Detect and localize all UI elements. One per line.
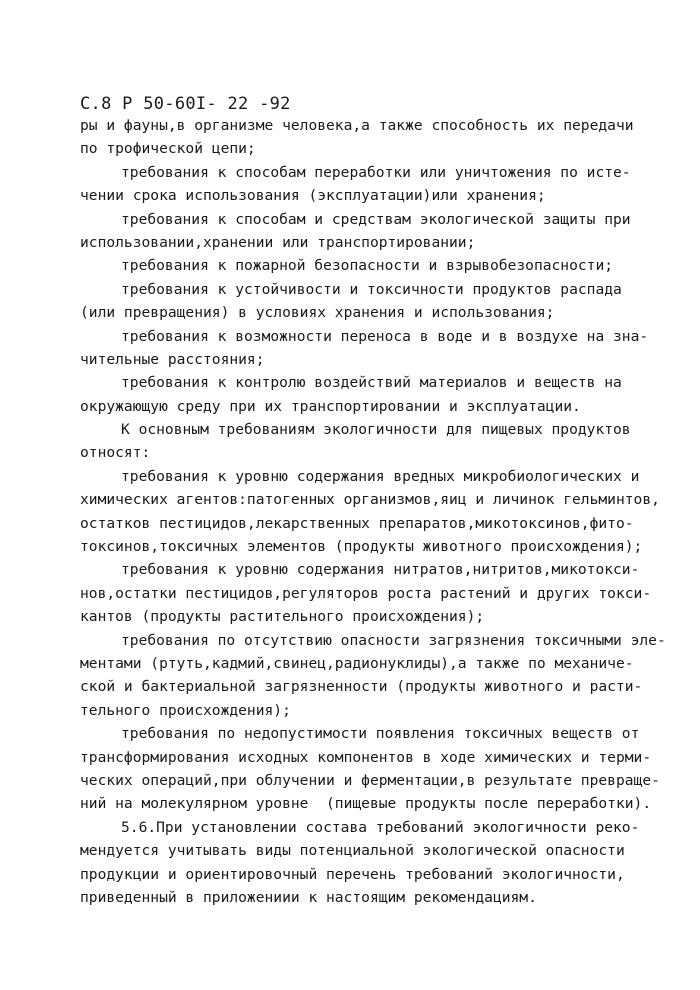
text-line: требования к контролю воздействий материалов и веществ на <box>121 374 622 392</box>
text-line: (или превращения) в условиях хранения и использования; <box>80 304 555 322</box>
text-line: ний на молекулярном уровне (пищевые продукты после переработки). <box>80 795 652 813</box>
text-line: требования к возможности переноса в воде и в воздухе на зна- <box>121 327 649 345</box>
text-line: остатков пестицидов,лекарственных препаратов,микотоксинов,фито- <box>80 514 634 532</box>
text-line: ментами (ртуть,кадмий,свинец,радионуклиды),а также по механиче- <box>80 654 634 672</box>
text-line: чительные расстояния; <box>80 350 265 368</box>
body-text <box>80 114 666 909</box>
text-line: требования к уровню содержания нитратов,нитритов,микотокси- <box>121 561 640 579</box>
text-line: нов,остатки пестицидов,регуляторов роста растений и других токси- <box>80 584 652 602</box>
text-line: ской и бактериальной загрязненности (продукты животного и расти- <box>80 678 643 696</box>
text-line: использовании,хранении или транспортировании; <box>80 233 476 251</box>
text-line: требования по отсутствию опасности загрязнения токсичными эле- <box>121 631 666 649</box>
text-line: требования к способам и средствам экологической защиты при <box>121 210 631 228</box>
text-line: окружающую среду при их транспортировании и эксплуатации. <box>80 397 581 415</box>
text-line: требования к способам переработки или уничтожения по исте- <box>121 163 631 181</box>
text-line: К основным требованиям экологичности для пищевых продуктов <box>121 421 631 439</box>
text-line: продукции и ориентировочный перечень требований экологичности, <box>80 865 625 883</box>
text-line: 5.6.При установлении состава требований экологичности реко- <box>121 818 640 836</box>
text-line: требования к пожарной безопасности и взрывобезопасности; <box>121 257 614 275</box>
text-line: тельного происхождения); <box>80 701 291 719</box>
text-line: по трофической цепи; <box>80 140 256 158</box>
text-line: ры и фауны,в организме человека,а также способность их передачи <box>80 117 634 134</box>
text-line: требования по недопустимости появления токсичных веществ от <box>121 725 640 743</box>
text-line: кантов (продукты растительного происхождения); <box>80 608 485 626</box>
text-line: чении срока использования (эксплуатации)или хранения; <box>80 187 546 205</box>
page-header: С.8 Р 50-60I- 22 -92 <box>80 94 291 114</box>
text-line: приведенный в приложениии к настоящим рекомендациям. <box>80 888 537 906</box>
text-line: требования к уровню содержания вредных микробиологических и <box>121 467 640 485</box>
text-line: трансформирования исходных компонентов в ходе химических и терми- <box>80 748 652 766</box>
text-line: химических агентов:патогенных организмов,яиц и личинок гельминтов, <box>80 491 660 509</box>
text-line: мендуется учитывать виды потенциальной экологической опасности <box>80 842 625 860</box>
text-line: относят: <box>80 444 151 462</box>
text-line: токсинов,токсичных элементов (продукты животного происхождения); <box>80 538 643 556</box>
text-line: ческих операций,при облучении и ферментации,в результате превраще- <box>80 771 660 789</box>
text-line: требования к устойчивости и токсичности продуктов распада <box>121 280 622 298</box>
